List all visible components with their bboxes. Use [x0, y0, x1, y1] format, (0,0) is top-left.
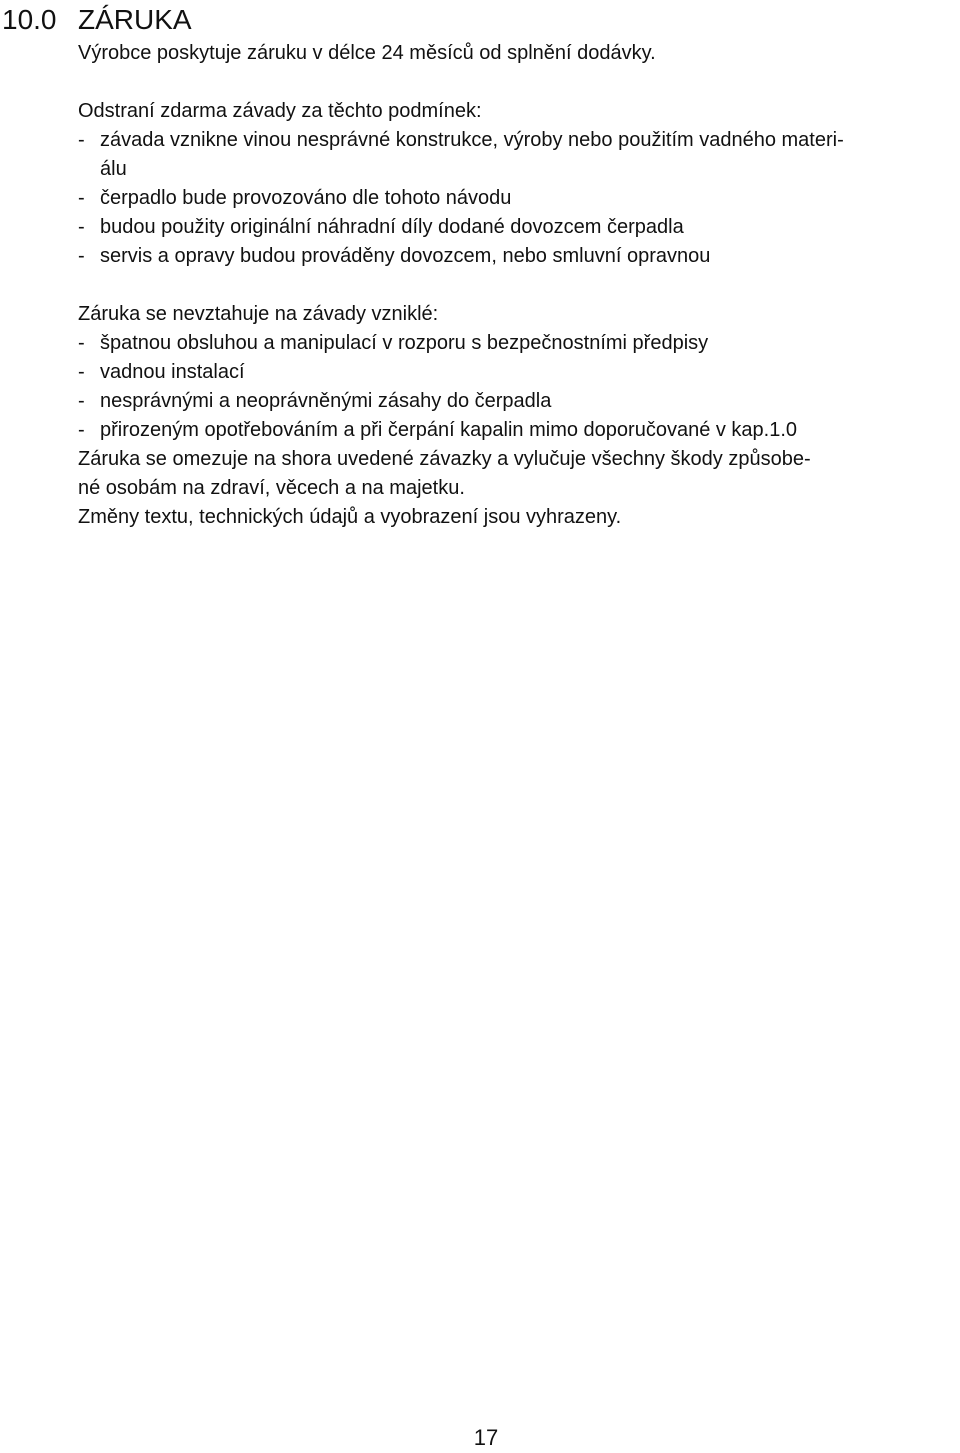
condition-text: čerpadlo bude provozováno dle tohoto návodu — [100, 187, 512, 209]
condition-text-continuation: álu — [100, 158, 127, 180]
exclusion-text: přirozeným opotřebováním a při čerpání kapalin mimo doporučované v kap.1.0 — [100, 419, 798, 441]
warranty-text — [78, 39, 958, 532]
conditions-heading: Odstraní zdarma závady za těchto podmínek: — [78, 100, 482, 122]
exclusion-text: špatnou obsluhou a manipulací v rozporu s bezpečnostními předpisy — [100, 332, 709, 354]
list-dash: - — [78, 245, 85, 267]
exclusion-item — [78, 329, 958, 358]
list-dash: - — [78, 332, 85, 354]
condition-item — [78, 242, 958, 271]
exclusion-item — [78, 416, 958, 445]
intro-paragraph: Výrobce poskytuje záruku v délce 24 měsíců od splnění dodávky. — [78, 42, 656, 64]
list-dash: - — [78, 390, 85, 412]
condition-item — [78, 184, 958, 213]
section-title: ZÁRUKA — [78, 4, 192, 35]
condition-text: závada vznikne vinou nesprávné konstrukce, výroby nebo použitím vadného materi- — [100, 129, 844, 151]
condition-item — [78, 126, 958, 184]
exclusions-heading: Záruka se nevztahuje na závady vzniklé: — [78, 303, 439, 325]
changes-notice: Změny textu, technických údajů a vyobrazení jsou vyhrazeny. — [78, 506, 622, 528]
paragraph-gap — [78, 271, 958, 300]
condition-text: budou použity originální náhradní díly dodané dovozcem čerpadla — [100, 216, 684, 238]
condition-item — [78, 213, 958, 242]
exclusion-item — [78, 358, 958, 387]
page-number: 17 — [473, 1425, 499, 1450]
limitation-line: Záruka se omezuje na shora uvedené závazky a vylučuje všechny škody způsobe- — [78, 448, 811, 470]
limitation-line: né osobám na zdraví, věcech a na majetku. — [78, 477, 465, 499]
exclusion-text: nesprávnými a neoprávněnými zásahy do čerpadla — [100, 390, 552, 412]
exclusion-item — [78, 387, 958, 416]
list-dash: - — [78, 187, 85, 209]
section-heading — [2, 4, 192, 36]
list-dash: - — [78, 129, 85, 151]
list-dash: - — [78, 216, 85, 238]
condition-text: servis a opravy budou prováděny dovozcem, nebo smluvní opravnou — [100, 245, 711, 267]
exclusion-text: vadnou instalací — [100, 361, 245, 383]
section-number: 10.0 — [2, 4, 57, 35]
list-dash: - — [78, 419, 85, 441]
list-dash: - — [78, 361, 85, 383]
paragraph-gap — [78, 68, 958, 97]
